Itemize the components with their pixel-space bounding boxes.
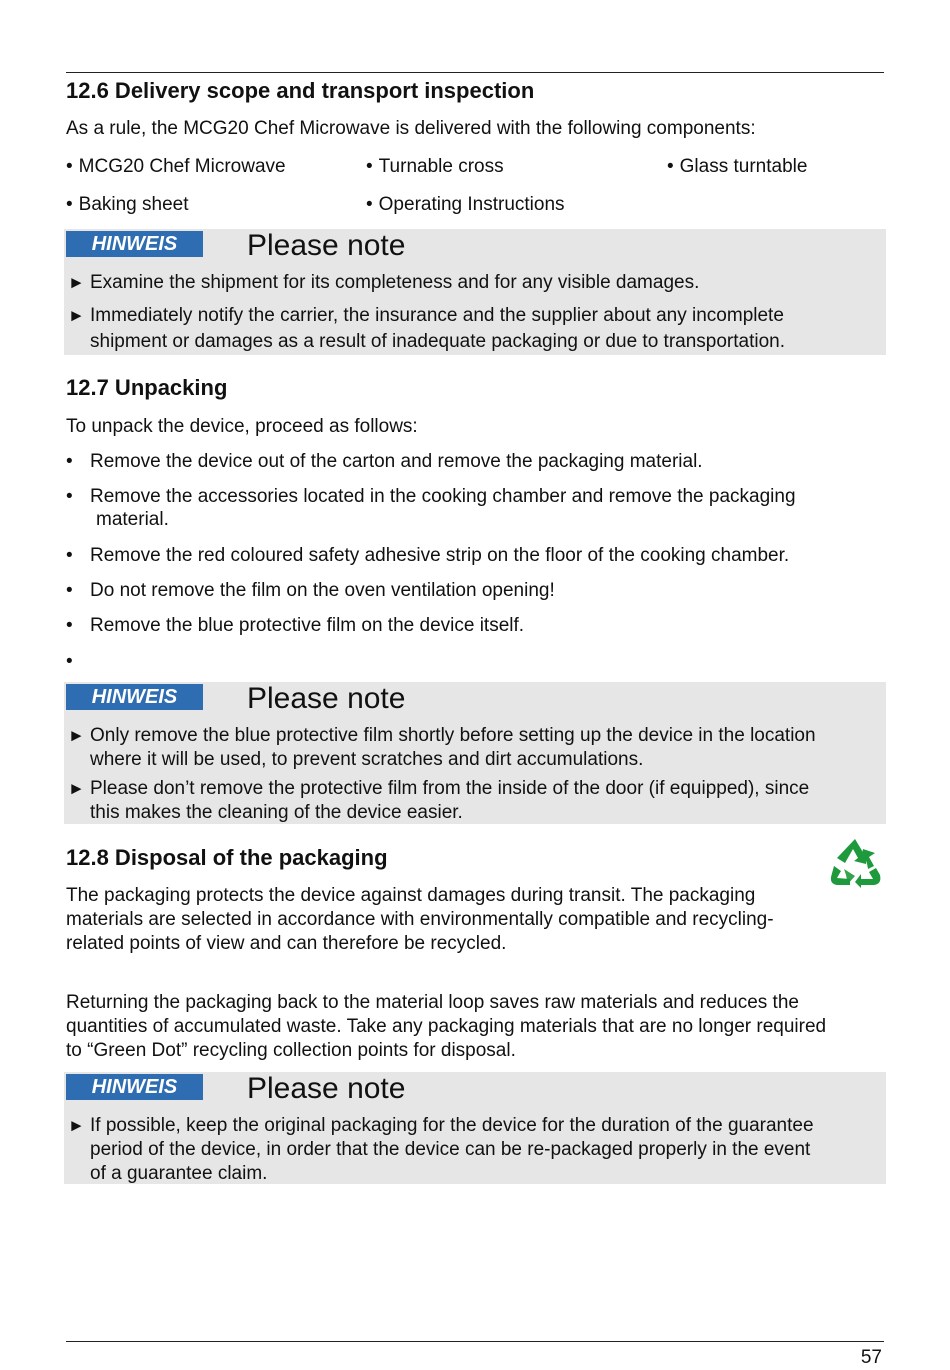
section-intro: As a rule, the MCG20 Chef Microwave is delivered with the following components: [66,118,756,139]
list-item: • Remove the blue protective film on the device itself. [66,614,524,638]
arrow-icon: ► [68,779,85,798]
page-number: 57 [860,1347,882,1368]
arrow-icon: ► [68,306,85,325]
paragraph: Returning the packaging back to the material loop saves raw materials and reduces the quantities of accumulated waste. Take any packaging materials that are no longer required to “Green Dot” recycling collection points for disposal. [66,992,827,1061]
list-item: • Do not remove the film on the oven ventilation opening! [66,579,555,603]
list-item: • Remove the red coloured safety adhesive strip on the floor of the cooking chamber. [66,544,789,568]
note-box [64,682,886,824]
component-item: • Baking sheet [66,194,189,216]
list-item: • Remove the device out of the carton and remove the packaging material. [66,450,703,474]
component-item: • MCG20 Chef Microwave [66,156,286,178]
top-rule [66,72,884,73]
note-item: ► Please don’t remove the protective film from the inside of the door (if equipped), since this makes the cleaning of the device easier. [68,778,810,823]
note-title: Please note [247,229,406,262]
note-box [64,229,886,355]
hinweis-badge: HINWEIS [66,684,203,710]
note-item: ► If possible, keep the original packaging for the device for the duration of the guarantee period of the device, in order that the device can be re-packaged properly in the event of a guarantee claim. [68,1115,814,1184]
arrow-icon: ► [68,273,85,292]
arrow-icon: ► [68,726,85,745]
note-title: Please note [247,1072,406,1105]
recycle-icon [828,836,882,888]
list-item: • Remove the accessories located in the cooking chamber and remove the packaging material. [66,485,796,532]
paragraph: The packaging protects the device against damages during transit. The packaging materials are selected in accordance with environmentally compatible and recycling- related points of view and can therefore be recycled. [66,885,774,954]
arrow-icon: ► [68,1116,85,1135]
bottom-rule [66,1341,884,1342]
note-item: ► Examine the shipment for its completeness and for any visible damages. [68,272,700,293]
note-item: ► Immediately notify the carrier, the insurance and the supplier about any incomplete shipment or damages as a result of inadequate packaging or due to transportation. [68,305,785,352]
section-heading-12-7: 12.7 Unpacking [66,375,228,400]
section-heading-12-8: 12.8 Disposal of the packaging [66,845,388,870]
section-heading-12-6: 12.6 Delivery scope and transport inspection [66,78,535,103]
section-intro: To unpack the device, proceed as follows: [66,416,418,437]
note-title: Please note [247,682,406,715]
component-item: • Operating Instructions [366,194,565,216]
hinweis-badge: HINWEIS [66,1074,203,1100]
component-item: • Turnable cross [366,156,504,178]
note-box [64,1072,886,1184]
note-item: ► Only remove the blue protective film shortly before setting up the device in the location where it will be used, to prevent scratches and dirt accumulations. [68,725,816,770]
component-item: • Glass turntable [667,156,807,178]
hinweis-badge: HINWEIS [66,231,203,257]
